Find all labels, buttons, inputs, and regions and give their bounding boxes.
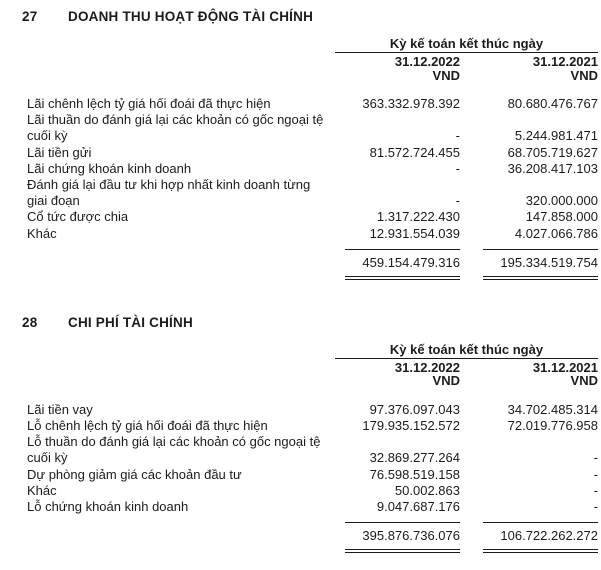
column-headers xyxy=(22,359,598,388)
row-label: Lãi tiền gửi xyxy=(27,144,92,160)
column-header-date-2021: 31.12.2021 xyxy=(532,54,598,69)
row-label: Lỗ chứng khoán kinh doanh xyxy=(27,499,189,515)
note-28-table xyxy=(22,342,598,553)
total-2021 xyxy=(483,522,598,553)
total-value-2021: 106.722.262.272 xyxy=(500,528,598,544)
row-value-2022: 9.047.687.176 xyxy=(376,499,460,515)
total-double-rule xyxy=(345,276,460,280)
row-value-2022: 1.317.222.430 xyxy=(376,209,460,225)
note-28-section xyxy=(22,315,598,553)
column-header-2021 xyxy=(460,361,598,388)
row-value-2022: - xyxy=(455,160,460,176)
column-header-currency-2022: VND xyxy=(432,67,460,83)
row-value-2021: - xyxy=(593,499,598,515)
column-header-currency-2021: VND xyxy=(570,67,598,83)
column-header-spacer xyxy=(22,55,345,82)
table-row xyxy=(22,112,598,144)
column-header-spacer xyxy=(22,361,345,388)
row-value-2022: 76.598.519.158 xyxy=(369,466,460,482)
table-row xyxy=(22,161,598,177)
row-value-2021: 320.000.000 xyxy=(525,193,598,209)
row-value-2022: 363.332.978.392 xyxy=(362,96,460,111)
table-row xyxy=(22,96,598,112)
total-2021 xyxy=(483,249,598,280)
line-items xyxy=(22,96,598,242)
total-value-2022: 459.154.479.316 xyxy=(362,254,460,270)
row-value-2021: 68.705.719.627 xyxy=(507,144,598,160)
row-label: Lỗ chênh lệch tỷ giá hối đoái đã thực hiện xyxy=(27,418,268,434)
row-value-2021: 80.680.476.767 xyxy=(507,96,598,111)
table-row xyxy=(22,499,598,515)
column-header-date-2022: 31.12.2022 xyxy=(394,54,460,69)
table-row xyxy=(22,434,598,466)
row-label: Lãi thuần do đánh giá lại các khoản có gốc ngoại tệ cuối kỳ xyxy=(27,112,324,144)
row-value-2021: - xyxy=(593,466,598,482)
row-value-2022: 50.002.863 xyxy=(394,482,460,498)
note-title: DOANH THU HOẠT ĐỘNG TÀI CHÍNH xyxy=(68,9,314,24)
row-value-2022: 12.931.554.039 xyxy=(369,225,460,241)
table-row xyxy=(22,483,598,499)
row-label: Lãi chứng khoán kinh doanh xyxy=(27,160,192,176)
total-double-rule xyxy=(483,549,598,553)
column-header-2021 xyxy=(460,55,598,82)
table-row xyxy=(22,209,598,225)
total-double-rule xyxy=(483,276,598,280)
table-row xyxy=(22,177,598,209)
total-row xyxy=(22,522,598,553)
total-row xyxy=(22,249,598,280)
table-row xyxy=(22,467,598,483)
total-row-spacer xyxy=(22,522,345,553)
note-27-section xyxy=(22,9,598,280)
row-label: Khác xyxy=(27,225,57,241)
row-value-2021: 34.702.485.314 xyxy=(507,401,598,417)
column-header-date-2021: 31.12.2021 xyxy=(532,359,598,375)
note-title: CHI PHÍ TÀI CHÍNH xyxy=(68,314,193,330)
note-28-header xyxy=(22,315,598,330)
row-value-2022: 32.869.277.264 xyxy=(369,450,460,466)
table-row xyxy=(22,145,598,161)
row-value-2022: - xyxy=(455,128,460,144)
table-row xyxy=(22,418,598,434)
row-label: Lãi tiền vay xyxy=(27,401,93,417)
total-2022 xyxy=(345,249,460,280)
note-27-table xyxy=(22,36,598,280)
period-header: Kỳ kế toán kết thúc ngày xyxy=(335,342,598,359)
table-row xyxy=(22,402,598,418)
row-value-2021: 147.858.000 xyxy=(525,209,598,225)
line-items xyxy=(22,402,598,515)
row-value-2021: - xyxy=(593,482,598,498)
note-27-header xyxy=(22,9,598,24)
column-header-2022 xyxy=(345,361,460,388)
row-value-2021: - xyxy=(593,450,598,466)
row-value-2021: 4.027.066.786 xyxy=(514,225,598,241)
row-label: Dự phòng giảm giá các khoản đầu tư xyxy=(27,466,242,482)
row-value-2022: 81.572.724.455 xyxy=(369,144,460,160)
note-number: 27 xyxy=(22,9,38,24)
row-value-2022: 179.935.152.572 xyxy=(362,418,460,434)
column-header-currency-2022: VND xyxy=(432,373,460,389)
row-label: Lỗ thuần do đánh giá lại các khoản có gốc ngoại tệ cuối kỳ xyxy=(27,434,321,466)
total-value-2022: 395.876.736.076 xyxy=(362,528,460,544)
row-value-2021: 36.208.417.103 xyxy=(507,160,598,176)
table-row xyxy=(22,226,598,242)
row-value-2022: 97.376.097.043 xyxy=(369,401,460,417)
note-number: 28 xyxy=(22,314,38,330)
row-value-2021: 5.244.981.471 xyxy=(514,128,598,144)
period-header: Kỳ kế toán kết thúc ngày xyxy=(335,36,598,53)
column-header-currency-2021: VND xyxy=(570,373,598,389)
column-headers xyxy=(22,53,598,82)
total-value-2021: 195.334.519.754 xyxy=(500,254,598,270)
row-value-2022: - xyxy=(455,193,460,209)
row-label: Cổ tức được chia xyxy=(27,209,129,225)
row-value-2021: 72.019.776.958 xyxy=(507,418,598,434)
row-label: Đánh giá lại đầu tư khi hợp nhất kinh doanh từng giai đoạn xyxy=(27,177,311,209)
row-label: Lãi chênh lệch tỷ giá hối đoái đã thực hiện xyxy=(27,96,271,111)
total-double-rule xyxy=(345,549,460,553)
column-header-date-2022: 31.12.2022 xyxy=(394,359,460,375)
total-2022 xyxy=(345,522,460,553)
column-header-2022 xyxy=(345,55,460,82)
total-row-spacer xyxy=(22,249,345,280)
row-label: Khác xyxy=(27,482,57,498)
